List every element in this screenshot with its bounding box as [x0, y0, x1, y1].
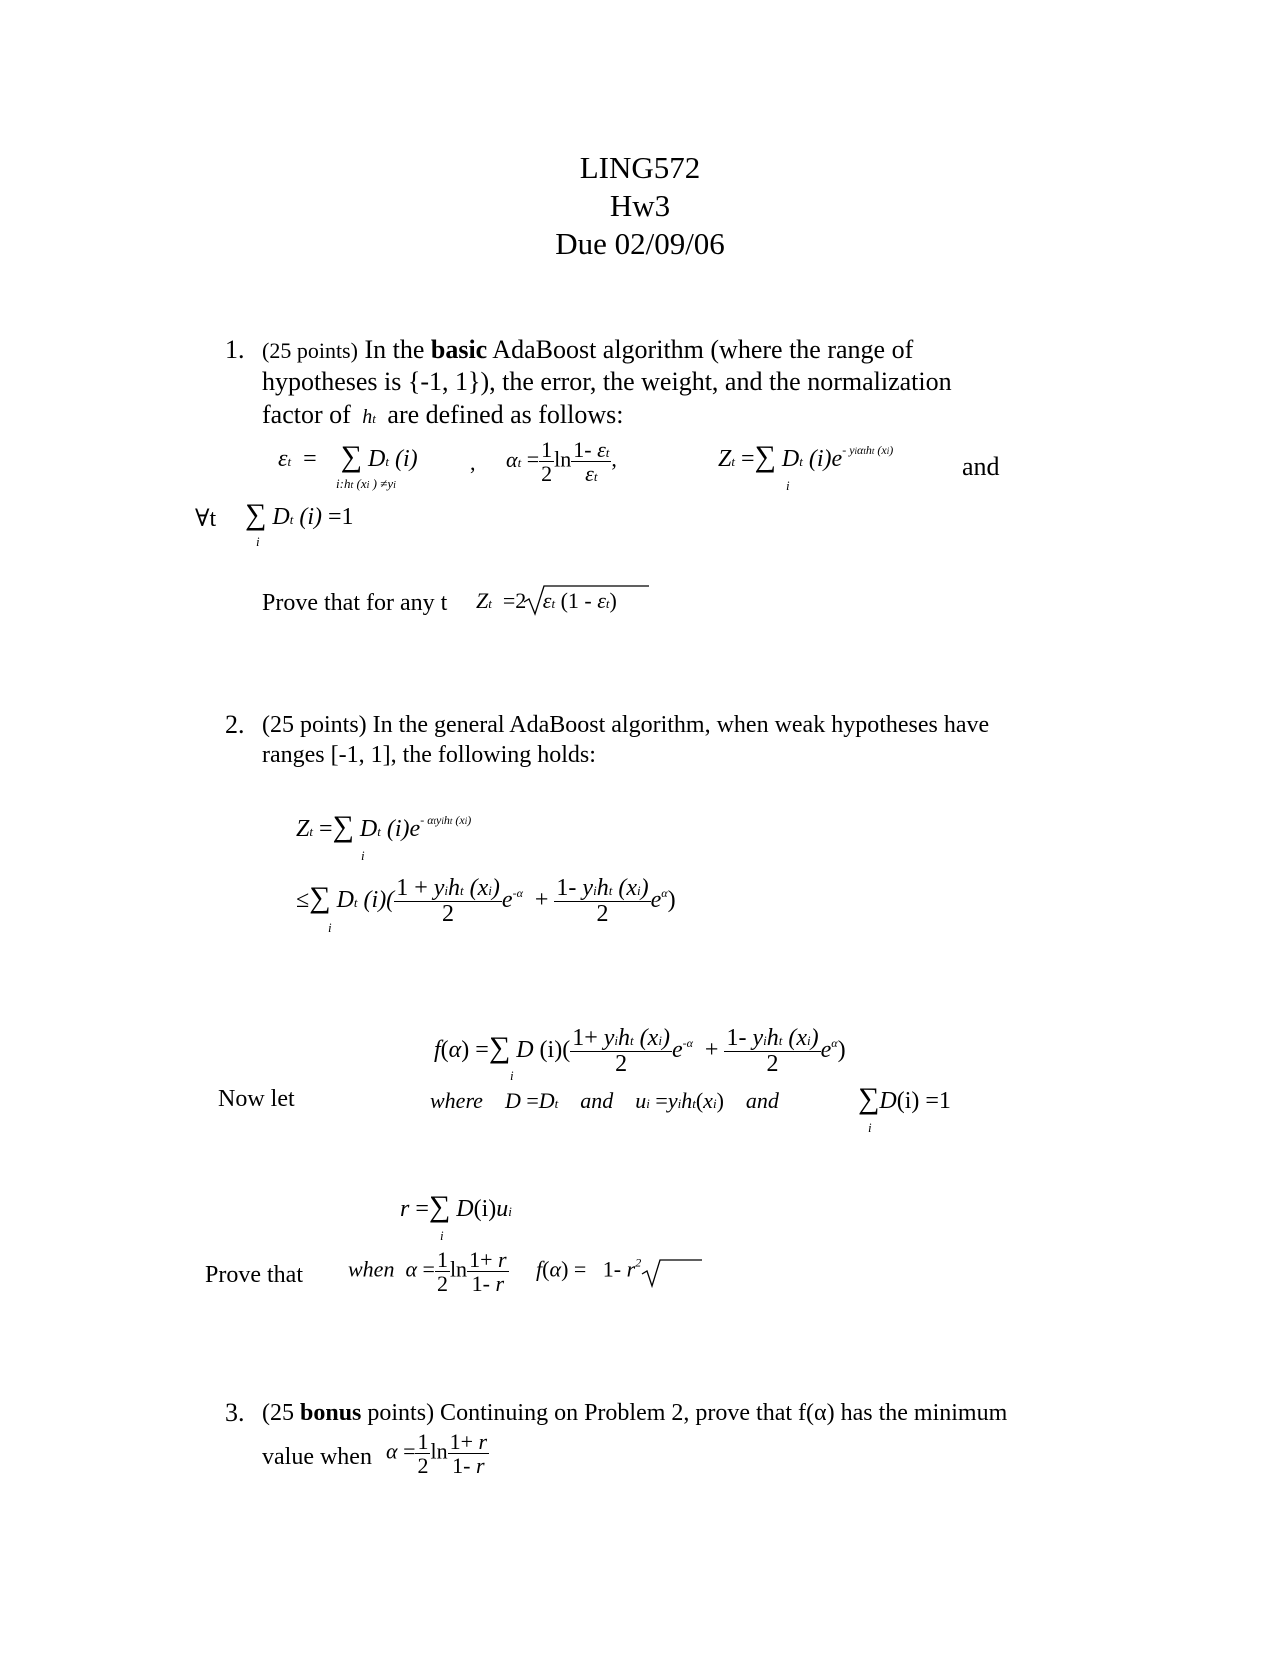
problem-2-claim: when α = $\frac{1}{2}$ ln $\frac{1+ r}{1- r}$ f(α) = 1- $r^2$	[348, 1247, 642, 1297]
now-let-text: Now let	[218, 1086, 295, 1112]
r-definition: r =∑ D(i)ui	[400, 1190, 512, 1223]
problem-1-line2: hypotheses is {-1, 1}), the error, the weight, and the normalization	[262, 367, 952, 396]
problem-1-prove-text: Prove that for any t	[262, 590, 448, 616]
problem-3-line2: value when	[262, 1444, 372, 1470]
problem-3-alpha: α = $\frac{1}{2}$ ln $\frac{1+ r}{1- r}$	[386, 1429, 488, 1479]
problem-3-line1: (25 bonus points) Continuing on Problem 2, prove that f(α) has the minimum	[262, 1400, 1008, 1426]
problem-3-number: 3.	[225, 1398, 245, 1427]
assignment-title: Hw3	[609, 188, 671, 223]
bonus-emphasis: bonus	[300, 1400, 362, 1426]
problem-1-number: 1.	[225, 335, 245, 364]
f-alpha-definition: f(α) =∑ D (i)( $\frac{\text{1+ yiht (xi)}}{2}$ $e^{-\alpha}$ + $\frac{\text{1- yiht (xi)}}{2}$ $e^\alpha$)	[434, 1025, 846, 1078]
alpha-definition: αt = $\frac{1}{2}$ ln $\frac{1- \varepsilon t}{\varepsilon t}$ ,	[506, 437, 617, 487]
problem-1-claim: Zt =2 εt (1 - εt)	[476, 588, 617, 613]
forall-symbol: ∀t	[195, 506, 217, 532]
problem-2-line2: ranges [-1, 1], the following holds:	[262, 742, 596, 768]
and-word: and	[962, 452, 1000, 481]
problem-2-number: 2.	[225, 710, 245, 739]
epsilon-definition: εt = ∑ Dt (i)	[278, 440, 418, 473]
sqrt-sign-2	[642, 1258, 702, 1288]
z-definition: Zt =∑ Dt $(i)e^{- yi\alpha tht (xi)}$	[718, 440, 894, 473]
problem-1-line1: (25 points) In the basic AdaBoost algorithm (where the range of	[262, 335, 914, 364]
prove-that-text: Prove that	[205, 1262, 303, 1288]
problem-2-line1: (25 points) In the general AdaBoost algorithm, when weak hypotheses have	[262, 712, 990, 738]
due-date: Due 02/09/06	[555, 226, 725, 261]
basic-emphasis: basic	[430, 335, 488, 364]
epsilon-sum-index: i:ht (xi ) ≠yi	[336, 476, 396, 491]
where-clause: where D =Dt and ui =yiht(xi) and	[430, 1088, 779, 1113]
z-general-equation: Zt =∑ Dt $(i)e^{- \alpha tyiht (xi)}$	[296, 810, 472, 843]
course-title: LING572	[579, 150, 701, 185]
sqrt-sign	[524, 584, 649, 616]
problem-1-points: (25 points)	[262, 338, 358, 363]
z-upper-bound: ≤∑ Dt (i)( $\frac{\text{1 + yiht (xi)}}{2}$ $e^{-\alpha}$ + $\frac{\text{1- yiht (xi)}}{2}$ $e^\alpha$)	[296, 875, 676, 928]
normalization-constraint: ∑ Dt (i) =1	[245, 498, 354, 531]
problem-1-line3: factor of ht are defined as follows:	[262, 400, 624, 429]
d-sum-constraint: ∑D(i) =1	[858, 1082, 951, 1115]
